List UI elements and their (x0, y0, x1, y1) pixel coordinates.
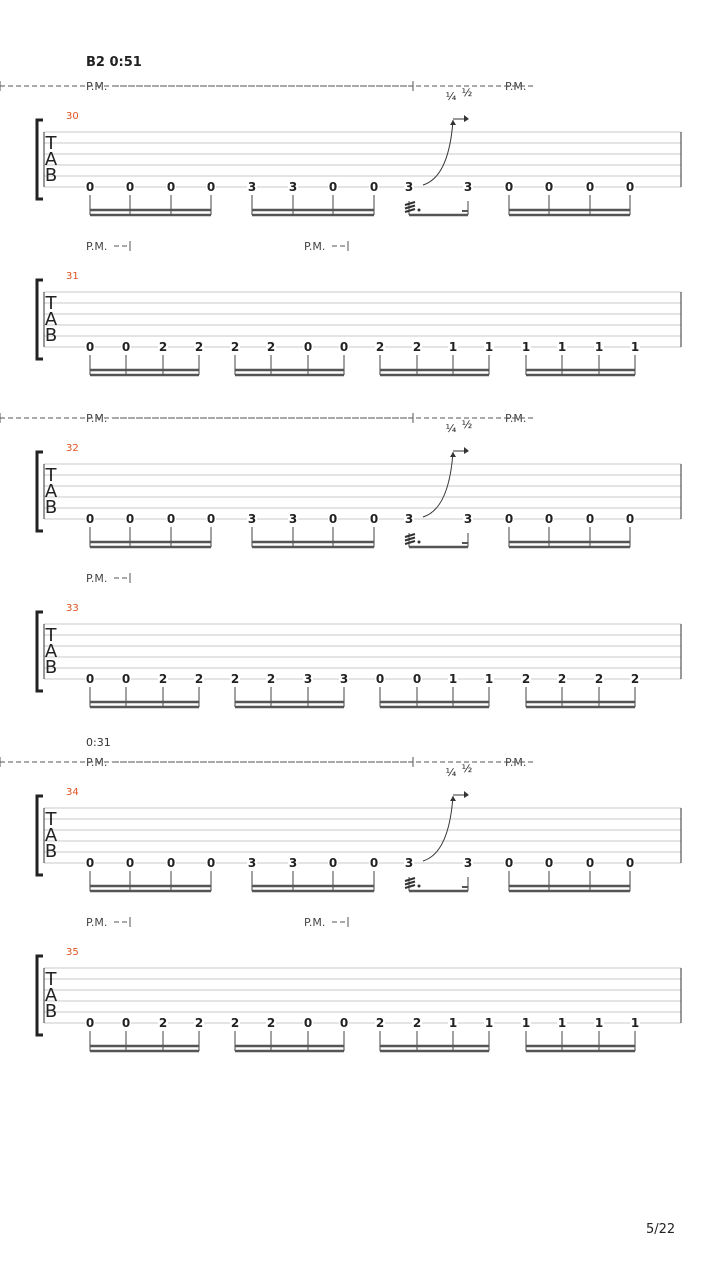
fret-number: 1 (521, 1016, 531, 1030)
tab-clef-letter: A (44, 825, 58, 846)
fret-number: 0 (504, 180, 514, 194)
fret-number: 2 (158, 672, 168, 686)
fret-number: 0 (544, 180, 554, 194)
tab-clef-letter: A (44, 149, 58, 170)
fret-number: 2 (194, 672, 204, 686)
fret-number: 1 (557, 1016, 567, 1030)
fret-number: 0 (166, 512, 176, 526)
fret-number: 3 (463, 856, 473, 870)
palm-mute-label: P.M. (304, 240, 326, 253)
tremolo-stroke (405, 882, 415, 885)
fret-number: 3 (404, 856, 414, 870)
tremolo-stroke (405, 538, 415, 541)
bend-amount: ½ (461, 86, 473, 99)
fret-number: 3 (247, 856, 257, 870)
fret-number: 0 (412, 672, 422, 686)
palm-mute-label: P.M. (86, 80, 108, 93)
system-bracket (37, 612, 43, 691)
system-bracket (37, 452, 43, 531)
fret-number: 0 (625, 512, 635, 526)
fret-number: 2 (266, 1016, 276, 1030)
fret-number: 1 (557, 340, 567, 354)
fret-number: 1 (594, 1016, 604, 1030)
fret-number: 0 (303, 1016, 313, 1030)
bend-hold-arrowhead (464, 115, 469, 122)
tremolo-stroke (405, 206, 415, 209)
fret-number: 0 (369, 180, 379, 194)
fret-number: 1 (484, 672, 494, 686)
fret-number: 0 (125, 512, 135, 526)
tab-clef-letter: B (44, 325, 58, 346)
fret-number: 0 (166, 180, 176, 194)
fret-number: 3 (247, 180, 257, 194)
fret-number: 0 (328, 180, 338, 194)
system-bracket (37, 120, 43, 199)
tab-clef-letter: B (44, 841, 58, 862)
palm-mute-label: P.M. (86, 916, 108, 929)
tab-clef-letter: A (44, 641, 58, 662)
palm-mute-label: P.M. (86, 240, 108, 253)
fret-number: 3 (303, 672, 313, 686)
bend-curve (423, 120, 453, 185)
fret-number: 0 (85, 340, 95, 354)
fret-number: 3 (288, 512, 298, 526)
fret-number: 0 (339, 340, 349, 354)
fret-number: 3 (288, 180, 298, 194)
measure-number: 30 (66, 111, 79, 122)
fret-number: 0 (585, 512, 595, 526)
fret-number: 0 (166, 856, 176, 870)
tab-clef-letter: T (45, 625, 57, 646)
fret-number: 2 (194, 340, 204, 354)
bend-curve (423, 452, 453, 517)
fret-number: 0 (544, 856, 554, 870)
system-bracket (37, 280, 43, 359)
tab-clef-letter: B (44, 657, 58, 678)
tab-clef-letter: B (44, 165, 58, 186)
bend-amount: ½ (461, 418, 473, 431)
fret-number: 2 (230, 340, 240, 354)
fret-number: 1 (521, 340, 531, 354)
palm-mute-label: P.M. (86, 572, 108, 585)
measure-number: 31 (66, 271, 79, 282)
system-bracket (37, 796, 43, 875)
tab-clef-letter: B (44, 1001, 58, 1022)
fret-number: 0 (339, 1016, 349, 1030)
fret-number: 1 (630, 1016, 640, 1030)
rhythm-dot (418, 885, 421, 888)
fret-number: 2 (158, 340, 168, 354)
measure-number: 35 (66, 947, 79, 958)
fret-number: 2 (521, 672, 531, 686)
tremolo-stroke (405, 878, 415, 881)
fret-number: 0 (544, 512, 554, 526)
bend-hold-arrowhead (464, 447, 469, 454)
fret-number: 2 (230, 1016, 240, 1030)
rhythm-dot (418, 541, 421, 544)
fret-number: 0 (85, 672, 95, 686)
fret-number: 0 (328, 856, 338, 870)
palm-mute-label: P.M. (86, 756, 108, 769)
bend-amount: ¼ (445, 422, 457, 435)
tab-clef-letter: T (45, 969, 57, 990)
fret-number: 0 (303, 340, 313, 354)
palm-mute-label: P.M. (505, 756, 527, 769)
bend-hold-arrowhead (464, 791, 469, 798)
fret-number: 3 (247, 512, 257, 526)
tremolo-stroke (405, 209, 415, 212)
tab-clef-letter: A (44, 985, 58, 1006)
fret-number: 2 (158, 1016, 168, 1030)
bend-arrowhead (450, 452, 456, 457)
fret-number: 2 (375, 340, 385, 354)
fret-number: 1 (630, 340, 640, 354)
bend-amount: ½ (461, 762, 473, 775)
tab-clef-letter: B (44, 497, 58, 518)
fret-number: 1 (484, 1016, 494, 1030)
tremolo-stroke (405, 534, 415, 537)
fret-number: 0 (625, 180, 635, 194)
fret-number: 2 (412, 1016, 422, 1030)
fret-number: 2 (266, 672, 276, 686)
fret-number: 0 (85, 1016, 95, 1030)
fret-number: 0 (121, 340, 131, 354)
fret-number: 0 (375, 672, 385, 686)
tab-clef-letter: T (45, 293, 57, 314)
fret-number: 0 (585, 180, 595, 194)
fret-number: 0 (369, 512, 379, 526)
fret-number: 3 (463, 512, 473, 526)
fret-number: 2 (594, 672, 604, 686)
fret-number: 0 (206, 180, 216, 194)
fret-number: 0 (625, 856, 635, 870)
time-marker: 0:31 (86, 736, 111, 749)
fret-number: 1 (594, 340, 604, 354)
page-number: 5/22 (646, 1222, 676, 1237)
bend-arrowhead (450, 796, 456, 801)
fret-number: 0 (121, 672, 131, 686)
palm-mute-label: P.M. (304, 916, 326, 929)
fret-number: 1 (448, 672, 458, 686)
fret-number: 0 (125, 180, 135, 194)
palm-mute-label: P.M. (505, 412, 527, 425)
fret-number: 3 (404, 180, 414, 194)
bend-amount: ¼ (445, 90, 457, 103)
section-label: B2 0:51 (86, 55, 142, 70)
fret-number: 3 (288, 856, 298, 870)
bend-curve (423, 796, 453, 861)
fret-number: 1 (448, 340, 458, 354)
tremolo-stroke (405, 885, 415, 888)
fret-number: 2 (375, 1016, 385, 1030)
bend-amount: ¼ (445, 766, 457, 779)
rhythm-dot (418, 209, 421, 212)
fret-number: 3 (339, 672, 349, 686)
fret-number: 3 (404, 512, 414, 526)
fret-number: 0 (121, 1016, 131, 1030)
fret-number: 1 (448, 1016, 458, 1030)
tab-clef-letter: A (44, 481, 58, 502)
fret-number: 0 (85, 856, 95, 870)
fret-number: 2 (630, 672, 640, 686)
system-bracket (37, 956, 43, 1035)
fret-number: 0 (504, 512, 514, 526)
fret-number: 2 (266, 340, 276, 354)
fret-number: 0 (369, 856, 379, 870)
tab-clef-letter: T (45, 465, 57, 486)
fret-number: 0 (328, 512, 338, 526)
bend-arrowhead (450, 120, 456, 125)
measure-number: 34 (66, 787, 79, 798)
palm-mute-label: P.M. (86, 412, 108, 425)
fret-number: 0 (125, 856, 135, 870)
tab-clef-letter: T (45, 133, 57, 154)
fret-number: 2 (557, 672, 567, 686)
fret-number: 0 (85, 512, 95, 526)
fret-number: 0 (504, 856, 514, 870)
fret-number: 0 (206, 512, 216, 526)
tab-clef-letter: T (45, 809, 57, 830)
fret-number: 0 (585, 856, 595, 870)
fret-number: 0 (206, 856, 216, 870)
fret-number: 3 (463, 180, 473, 194)
fret-number: 2 (194, 1016, 204, 1030)
measure-number: 33 (66, 603, 79, 614)
tremolo-stroke (405, 202, 415, 205)
fret-number: 1 (484, 340, 494, 354)
tab-clef-letter: A (44, 309, 58, 330)
fret-number: 2 (230, 672, 240, 686)
fret-number: 0 (85, 180, 95, 194)
tremolo-stroke (405, 541, 415, 544)
palm-mute-label: P.M. (505, 80, 527, 93)
fret-number: 2 (412, 340, 422, 354)
measure-number: 32 (66, 443, 79, 454)
